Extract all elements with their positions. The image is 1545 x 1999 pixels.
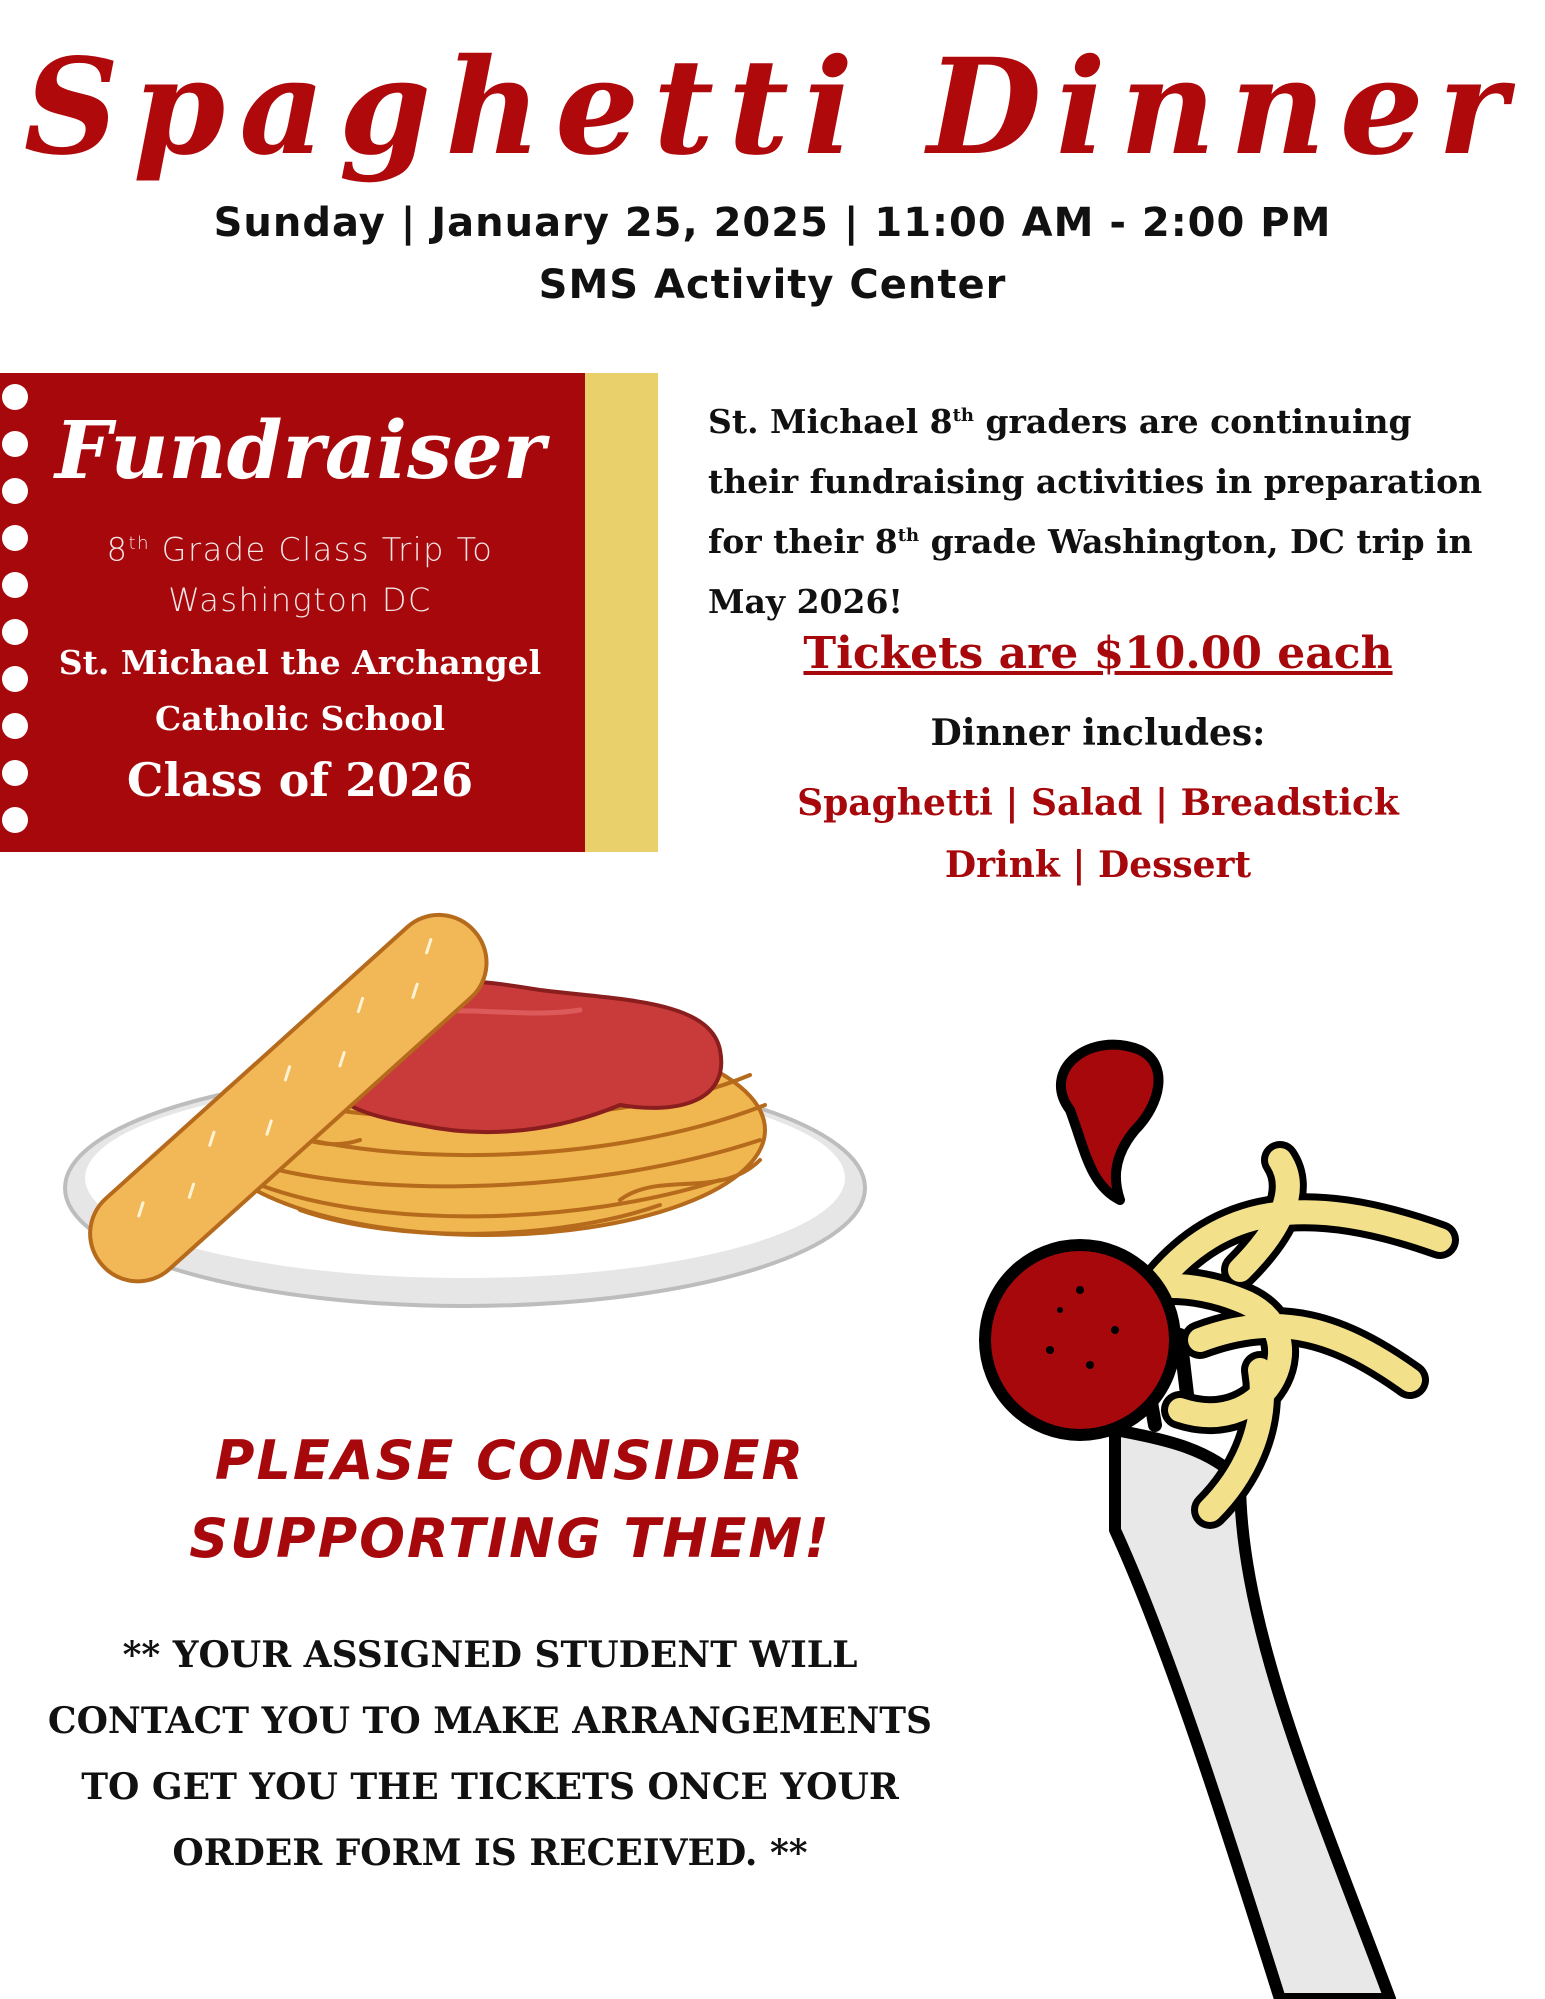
fundraiser-description	[708, 392, 1488, 632]
trip-grade: 8	[106, 530, 129, 569]
appeal-line-2: SUPPORTING THEM!	[189, 1507, 831, 1570]
notice-line-1: ** YOUR ASSIGNED STUDENT WILL	[122, 1634, 858, 1676]
event-location: SMS Activity Center	[538, 262, 1007, 308]
event-date-time: Sunday | January 25, 2025 | 11:00 AM - 2:00 PM	[213, 200, 1332, 246]
trip-grade-sup: th	[128, 533, 150, 554]
ticket-price: Tickets are $10.00 each	[803, 628, 1393, 679]
menu-line-1: Spaghetti | Salad | Breadstick	[797, 782, 1399, 824]
trip-line-1	[0, 519, 600, 575]
school-line-2: Catholic School	[154, 699, 446, 738]
ticket-hole	[2, 807, 28, 833]
notice-line-4: ORDER FORM IS RECEIVED. **	[172, 1832, 808, 1874]
fundraiser-ticket	[0, 373, 658, 852]
notice-line-3: TO GET YOU THE TICKETS ONCE YOUR	[81, 1766, 899, 1808]
ticket-notice	[30, 1622, 950, 1886]
menu-items	[708, 772, 1488, 896]
blurb-part-2: graders are continuing their fundraising activities in preparation for their 8	[708, 402, 1483, 561]
support-appeal	[80, 1422, 940, 1578]
title-word-spaghetti: Spaghetti	[23, 30, 868, 185]
spaghetti-plate-icon	[60, 900, 870, 1350]
blurb-part-3: grade Washington, DC trip in May 2026!	[708, 522, 1473, 621]
blurb-sup-1: th	[952, 405, 974, 426]
trip-description	[0, 519, 600, 625]
dinner-includes-label: Dinner includes:	[930, 712, 1266, 754]
appeal-line-1: PLEASE CONSIDER	[214, 1429, 806, 1492]
school-name	[0, 635, 600, 747]
menu-line-2: Drink | Dessert	[944, 844, 1252, 886]
trip-line-1-rest: Grade Class Trip To	[150, 530, 494, 569]
notice-line-2: CONTACT YOU TO MAKE ARRANGEMENTS	[47, 1700, 933, 1742]
school-line-1: St. Michael the Archangel	[58, 643, 542, 682]
page-title	[0, 30, 1545, 185]
title-word-dinner: Dinner	[927, 30, 1522, 185]
blurb-part-1: St. Michael 8	[708, 402, 953, 441]
trip-line-2: Washington DC	[168, 580, 432, 619]
fork-spaghetti-icon	[940, 1010, 1540, 1999]
class-year: Class of 2026	[126, 753, 474, 807]
blurb-sup-2: th	[897, 525, 920, 546]
fundraiser-heading: Fundraiser	[54, 403, 546, 497]
